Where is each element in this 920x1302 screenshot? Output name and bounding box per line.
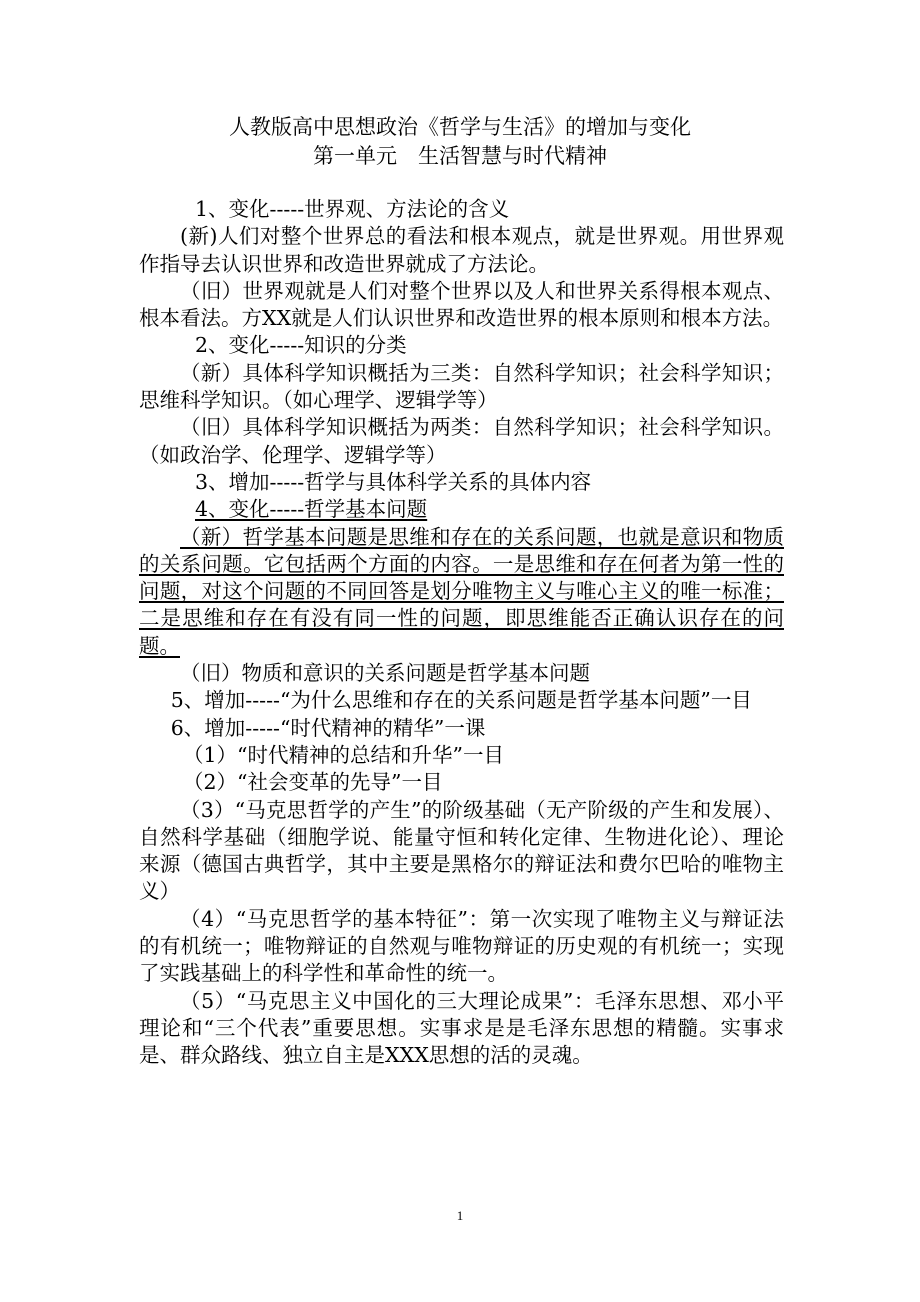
paragraph-10: （旧）物质和意识的关系问题是哲学基本问题: [180, 661, 590, 686]
document-title: 人教版高中思想政治《哲学与生活》的增加与变化: [229, 115, 691, 139]
document-body: [139, 196, 784, 1070]
page-number: 1: [456, 1208, 464, 1223]
paragraph-5: （新）具体科学知识概括为三类：自然科学知识；社会科学知识；思维科学知识。（如心理学、逻辑学等）: [139, 360, 784, 413]
paragraph-12: 6、增加-----“时代精神的精华”一课: [170, 715, 486, 740]
paragraph-16: （4）“马克思哲学的基本特征”：第一次实现了唯物主义与辩证法的有机统一；唯物辩证的自然观与唯物辩证的历史观的有机统一；实现了实践基础上的科学性和革命性的统一。: [139, 906, 784, 986]
paragraph-7: 3、增加-----哲学与具体科学关系的具体内容: [195, 469, 592, 494]
unit-subtitle: 第一单元 生活智慧与时代精神: [313, 144, 607, 168]
paragraph-4: 2、变化-----知识的分类: [195, 333, 407, 358]
paragraph-11: 5、增加-----“为什么思维和存在的关系问题是哲学基本问题”一目: [170, 688, 752, 713]
paragraph-15: （3）“马克思哲学的产生”的阶级基础（无产阶级的产生和发展）、自然科学基础（细胞学说、能量守恒和转化定律、生物进化论）、理论来源（德国古典哲学，其中主要是黑格尔的辩证法和费尔巴哈的唯物主义）: [139, 797, 784, 904]
underlined-heading: 4、变化-----哲学基本问题: [195, 497, 428, 522]
paragraph-2: (新)人们对整个世界总的看法和根本观点，就是世界观。用世界观作指导去认识世界和改造世界就成了方法论。: [139, 224, 784, 276]
paragraph-13: （1）“时代精神的总结和升华”一目: [183, 742, 505, 767]
paragraph-14: （2）“社会变革的先导”一目: [183, 770, 443, 795]
paragraph-6: （旧）具体科学知识概括为两类：自然科学知识；社会科学知识。（如政治学、伦理学、逻辑学等）: [139, 415, 784, 467]
paragraph-3: （旧）世界观就是人们对整个世界以及人和世界关系得根本观点、根本看法。方XX就是人们认识世界和改造世界的根本原则和根本方法。: [139, 278, 784, 331]
paragraph-8: [139, 496, 784, 523]
underlined-paragraph: （新）哲学基本问题是思维和存在的关系问题，也就是意识和物质的关系问题。它包括两个方面的内容。一是思维和存在何者为第一性的问题，对这个问题的不同回答是划分唯物主义与唯心主义的唯一标准；二是思维和存在有没有同一性的问题，即思维能否正确认识存在的问题。: [139, 524, 784, 658]
paragraph-17: （5）“马克思主义中国化的三大理论成果”：毛泽东思想、邓小平理论和“三个代表”重要思想。实事求是是毛泽东思想的精髓。实事求是、群众路线、独立自主是XXX思想的活的灵魂。: [139, 988, 784, 1068]
paragraph-9: [139, 524, 784, 660]
paragraph-1: 1、变化-----世界观、方法论的含义: [195, 197, 510, 221]
